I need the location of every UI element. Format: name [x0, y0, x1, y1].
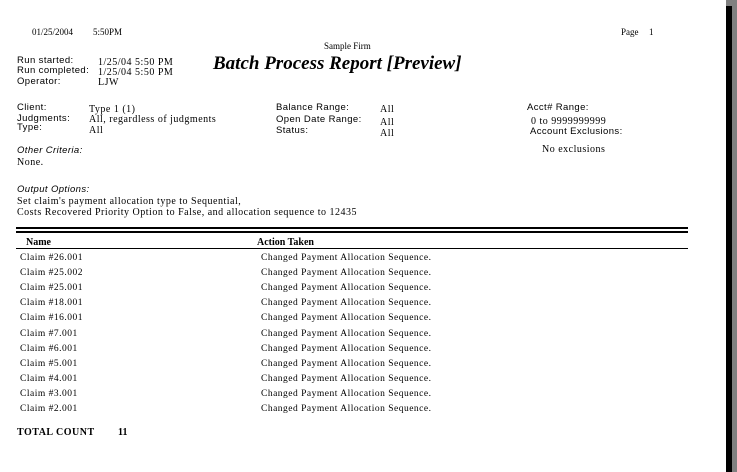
action-taken-cell: Changed Payment Allocation Sequence.: [261, 283, 432, 294]
open-date-range-label: Open Date Range:: [276, 114, 362, 125]
action-taken-cell: Changed Payment Allocation Sequence.: [261, 253, 432, 263]
column-header-name: Name: [26, 237, 51, 248]
table-row: [0, 313, 700, 328]
output-options-line-1: Set claim's payment allocation type to Sequential,: [17, 196, 242, 207]
balance-range-value: All: [380, 104, 395, 115]
table-row: [0, 268, 700, 283]
table-top-rule-2: [16, 231, 688, 233]
action-taken-cell: Changed Payment Allocation Sequence.: [261, 328, 432, 339]
account-exclusions-label: Account Exclusions:: [530, 126, 623, 137]
action-taken-cell: Changed Payment Allocation Sequence.: [261, 404, 432, 414]
type-value: All: [89, 125, 104, 136]
action-taken-cell: Changed Payment Allocation Sequence.: [261, 373, 432, 384]
column-header-action: Action Taken: [257, 237, 314, 248]
output-options-line-2: Costs Recovered Priority Option to False, and allocation sequence to 12435: [17, 207, 357, 218]
table-row: [0, 374, 700, 389]
run-started-value: 1/25/04 5:50 PM: [98, 57, 174, 68]
balance-range-label: Balance Range:: [276, 102, 350, 113]
total-count-label: TOTAL COUNT: [17, 427, 95, 438]
claim-name-cell: Claim #4.001: [20, 373, 78, 384]
claim-name-cell: Claim #7.001: [20, 328, 78, 339]
status-value: All: [380, 128, 395, 139]
judgments-label: Judgments:: [17, 113, 71, 124]
action-taken-cell: Changed Payment Allocation Sequence.: [261, 313, 432, 324]
firm-name: Sample Firm: [324, 41, 371, 51]
operator-label: Operator:: [17, 76, 61, 87]
run-completed-value: 1/25/04 5:50 PM: [98, 67, 174, 78]
table-top-rule-1: [16, 227, 688, 229]
table-row: [0, 329, 700, 344]
other-criteria-label: Other Criteria:: [17, 145, 83, 156]
action-taken-cell: Changed Payment Allocation Sequence.: [261, 298, 432, 309]
claim-name-cell: Claim #16.001: [20, 313, 83, 324]
table-row: [0, 298, 700, 313]
page-shadow: [726, 6, 732, 472]
client-label: Client:: [17, 102, 47, 113]
claim-name-cell: Claim #6.001: [20, 343, 78, 354]
total-count-value: 11: [118, 427, 128, 438]
table-header-rule: [16, 248, 688, 249]
acct-range-value: 0 to 9999999999: [531, 116, 607, 127]
operator-value: LJW: [98, 77, 119, 88]
table-row: [0, 359, 700, 374]
claim-name-cell: Claim #26.001: [20, 253, 83, 263]
client-value: Type 1 (1): [89, 104, 136, 115]
action-taken-cell: Changed Payment Allocation Sequence.: [261, 358, 432, 369]
claim-name-cell: Claim #25.002: [20, 268, 83, 279]
table-row: [0, 283, 700, 298]
table-row: [0, 253, 700, 268]
run-started-label: Run started:: [17, 55, 74, 66]
report-time: 5:50PM: [93, 27, 123, 37]
claim-name-cell: Claim #18.001: [20, 298, 83, 309]
status-label: Status:: [276, 125, 309, 136]
acct-range-label: Acct# Range:: [527, 102, 589, 113]
report-date: 01/25/2004: [32, 27, 74, 37]
account-exclusions-value: No exclusions: [542, 144, 606, 155]
action-taken-cell: Changed Payment Allocation Sequence.: [261, 268, 432, 279]
open-date-range-value: All: [380, 117, 395, 128]
run-completed-label: Run completed:: [17, 65, 90, 76]
page-label: Page: [621, 27, 639, 37]
report-title: Batch Process Report [Preview]: [213, 53, 462, 74]
table-row: [0, 389, 700, 404]
page-number: 1: [649, 27, 654, 37]
claim-name-cell: Claim #5.001: [20, 358, 78, 369]
table-row: [0, 404, 700, 419]
action-taken-cell: Changed Payment Allocation Sequence.: [261, 388, 432, 399]
other-criteria-value: None.: [17, 157, 44, 168]
output-options-label: Output Options:: [17, 184, 90, 195]
type-label: Type:: [17, 122, 43, 133]
action-taken-cell: Changed Payment Allocation Sequence.: [261, 343, 432, 354]
claim-name-cell: Claim #25.001: [20, 283, 83, 294]
claim-name-cell: Claim #3.001: [20, 388, 78, 399]
claim-name-cell: Claim #2.001: [20, 404, 78, 414]
judgments-value: All, regardless of judgments: [89, 114, 217, 125]
table-row: [0, 344, 700, 359]
